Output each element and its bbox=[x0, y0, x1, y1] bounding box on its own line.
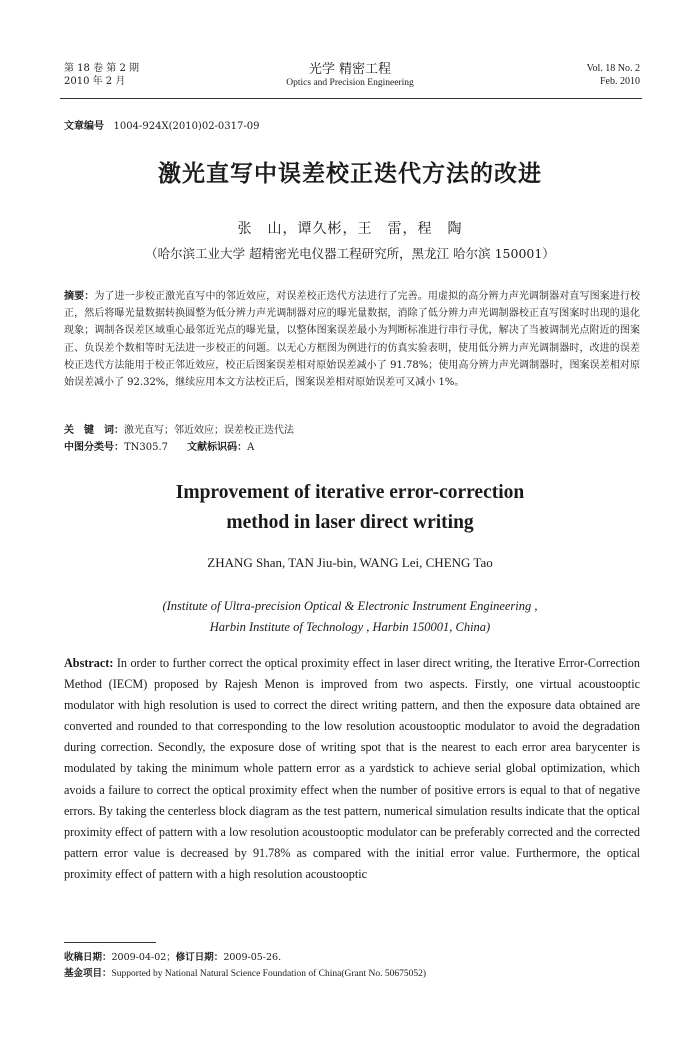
doc-code-value: A bbox=[247, 442, 255, 453]
running-header-right bbox=[587, 62, 640, 88]
abstract-en-label: Abstract: bbox=[64, 656, 114, 670]
title-en-line1: Improvement of iterative error-correction bbox=[175, 482, 525, 503]
affiliation-en-line1: (Institute of Ultra-precision Optical & Electronic Instrument Engineering , bbox=[162, 599, 538, 613]
authors-en: ZHANG Shan, TAN Jiu-bin, WANG Lei, CHENG Tao bbox=[207, 555, 493, 570]
authors-cn: 张 山，谭久彬，王 雷，程 陶 bbox=[237, 221, 463, 237]
header-divider bbox=[60, 98, 642, 99]
abstract-cn-label: 摘要： bbox=[64, 291, 95, 302]
keywords-text: 激光直写；邻近效应；误差校正迭代法 bbox=[124, 425, 294, 436]
revised-label: 修订日期： bbox=[175, 952, 224, 963]
clc-value: TN305.7 bbox=[124, 442, 169, 453]
received-label: 收稿日期： bbox=[64, 952, 112, 963]
received-dates bbox=[64, 951, 281, 965]
doc-code-label: 文献标识码： bbox=[187, 442, 248, 453]
classification-line bbox=[64, 440, 254, 456]
keywords bbox=[64, 423, 294, 439]
title-en bbox=[0, 478, 700, 538]
revised-value: 2009-05-26. bbox=[223, 952, 282, 963]
affiliation-cn: （哈尔滨工业大学 超精密光电仪器工程研究所，黑龙江 哈尔滨 150001） bbox=[145, 246, 555, 261]
affiliation-en-line2: Harbin Institute of Technology , Harbin 150001, China) bbox=[209, 620, 491, 634]
clc-label: 中图分类号： bbox=[64, 442, 124, 453]
title-cn: 激光直写中误差校正迭代方法的改进 bbox=[158, 161, 542, 187]
received-value: 2009-04-02； bbox=[111, 952, 176, 963]
abstract-cn bbox=[64, 288, 640, 391]
abstract-en-text: In order to further correct the optical proximity effect in laser direct writing, the Iterative Error-Correction Method (IECM) proposed by Rajesh Menon is improved from two aspects. Firstly, one virtual acoustooptic modulator with high resolution is used to correct the direct writing pattern, and then the exposure data obtained are converted and rounded to that corresponding to the low resolution acoustooptic modulator to avoid the degradation during correction. Secondly, the exposure dose of writing spot that is the nearest to each error area barycenter is modulated by taking the minimum whole pattern error as a yardstick to achieve serial global optimization, which avoids a failure to correct the optical proximity effect when the number of positive errors is equal to that of negative errors. By taking the centerless block diagram as the test pattern, numerical simulation results indicate that the optical proximity effect of pattern with a low resolution acoustooptic modulator can be preferably corrected and the corrected pattern error value is decreased by 91.78% as compared with the initial error value. Furthermore, the optical proximity effect of pattern with a high resolution acoustooptic bbox=[64, 656, 640, 881]
title-en-line2: method in laser direct writing bbox=[226, 512, 474, 533]
fund-label: 基金项目： bbox=[64, 968, 112, 979]
journal-name-cn: 光学 精密工程 bbox=[308, 62, 392, 77]
footnote-divider bbox=[64, 942, 156, 943]
date-cn: 2010 年 2 月 bbox=[64, 76, 126, 87]
affiliation-en bbox=[0, 596, 700, 638]
date-en: Feb. 2010 bbox=[600, 76, 640, 87]
article-number-label: 文章编号 bbox=[64, 121, 104, 132]
fund-value: Supported by National Natural Science Foundation of China(Grant No. 50675052) bbox=[111, 969, 427, 979]
abstract-en bbox=[64, 653, 640, 885]
keywords-label: 关 键 词： bbox=[64, 425, 124, 436]
abstract-cn-text: 为了进一步校正激光直写中的邻近效应，对误差校正迭代方法进行了完善。用虚拟的高分辨力声光调制器对直写图案进行校正，然后将曝光量数据转换圆整为低分辨力声光调制器对应的曝光量数据，消除了低分辨力声光调制器校正直写图案时出现的退化现象；调制各误差区域重心最邻近光点的曝光量，以整体图案误差最小为判断标准进行串行寻优，解决了当被调制光点附近的图案正、负误差个数相等时无法进一步校正的问题。以无心方框图为例进行的仿真实验表明，使用低分辨力声光调制器时，改进的误差校正迭代方法能用于校正邻近效应，校正后图案误差相对原始误差减小了 91.78%；使用高分辨力声光调制器时，图案误差相对原始误差减小了 92.32%，继续应用本文方法校正后，图案误差相对原始误差可又减小 1%。 bbox=[64, 291, 641, 389]
article-number-value: 1004-924X(2010)02-0317-09 bbox=[113, 121, 260, 132]
volume-issue-en: Vol. 18 No. 2 bbox=[586, 63, 640, 74]
fund-project bbox=[64, 967, 426, 981]
article-number bbox=[64, 117, 260, 132]
journal-name-en: Optics and Precision Engineering bbox=[286, 78, 414, 88]
volume-issue-cn: 第 18 卷 第 2 期 bbox=[64, 63, 139, 74]
